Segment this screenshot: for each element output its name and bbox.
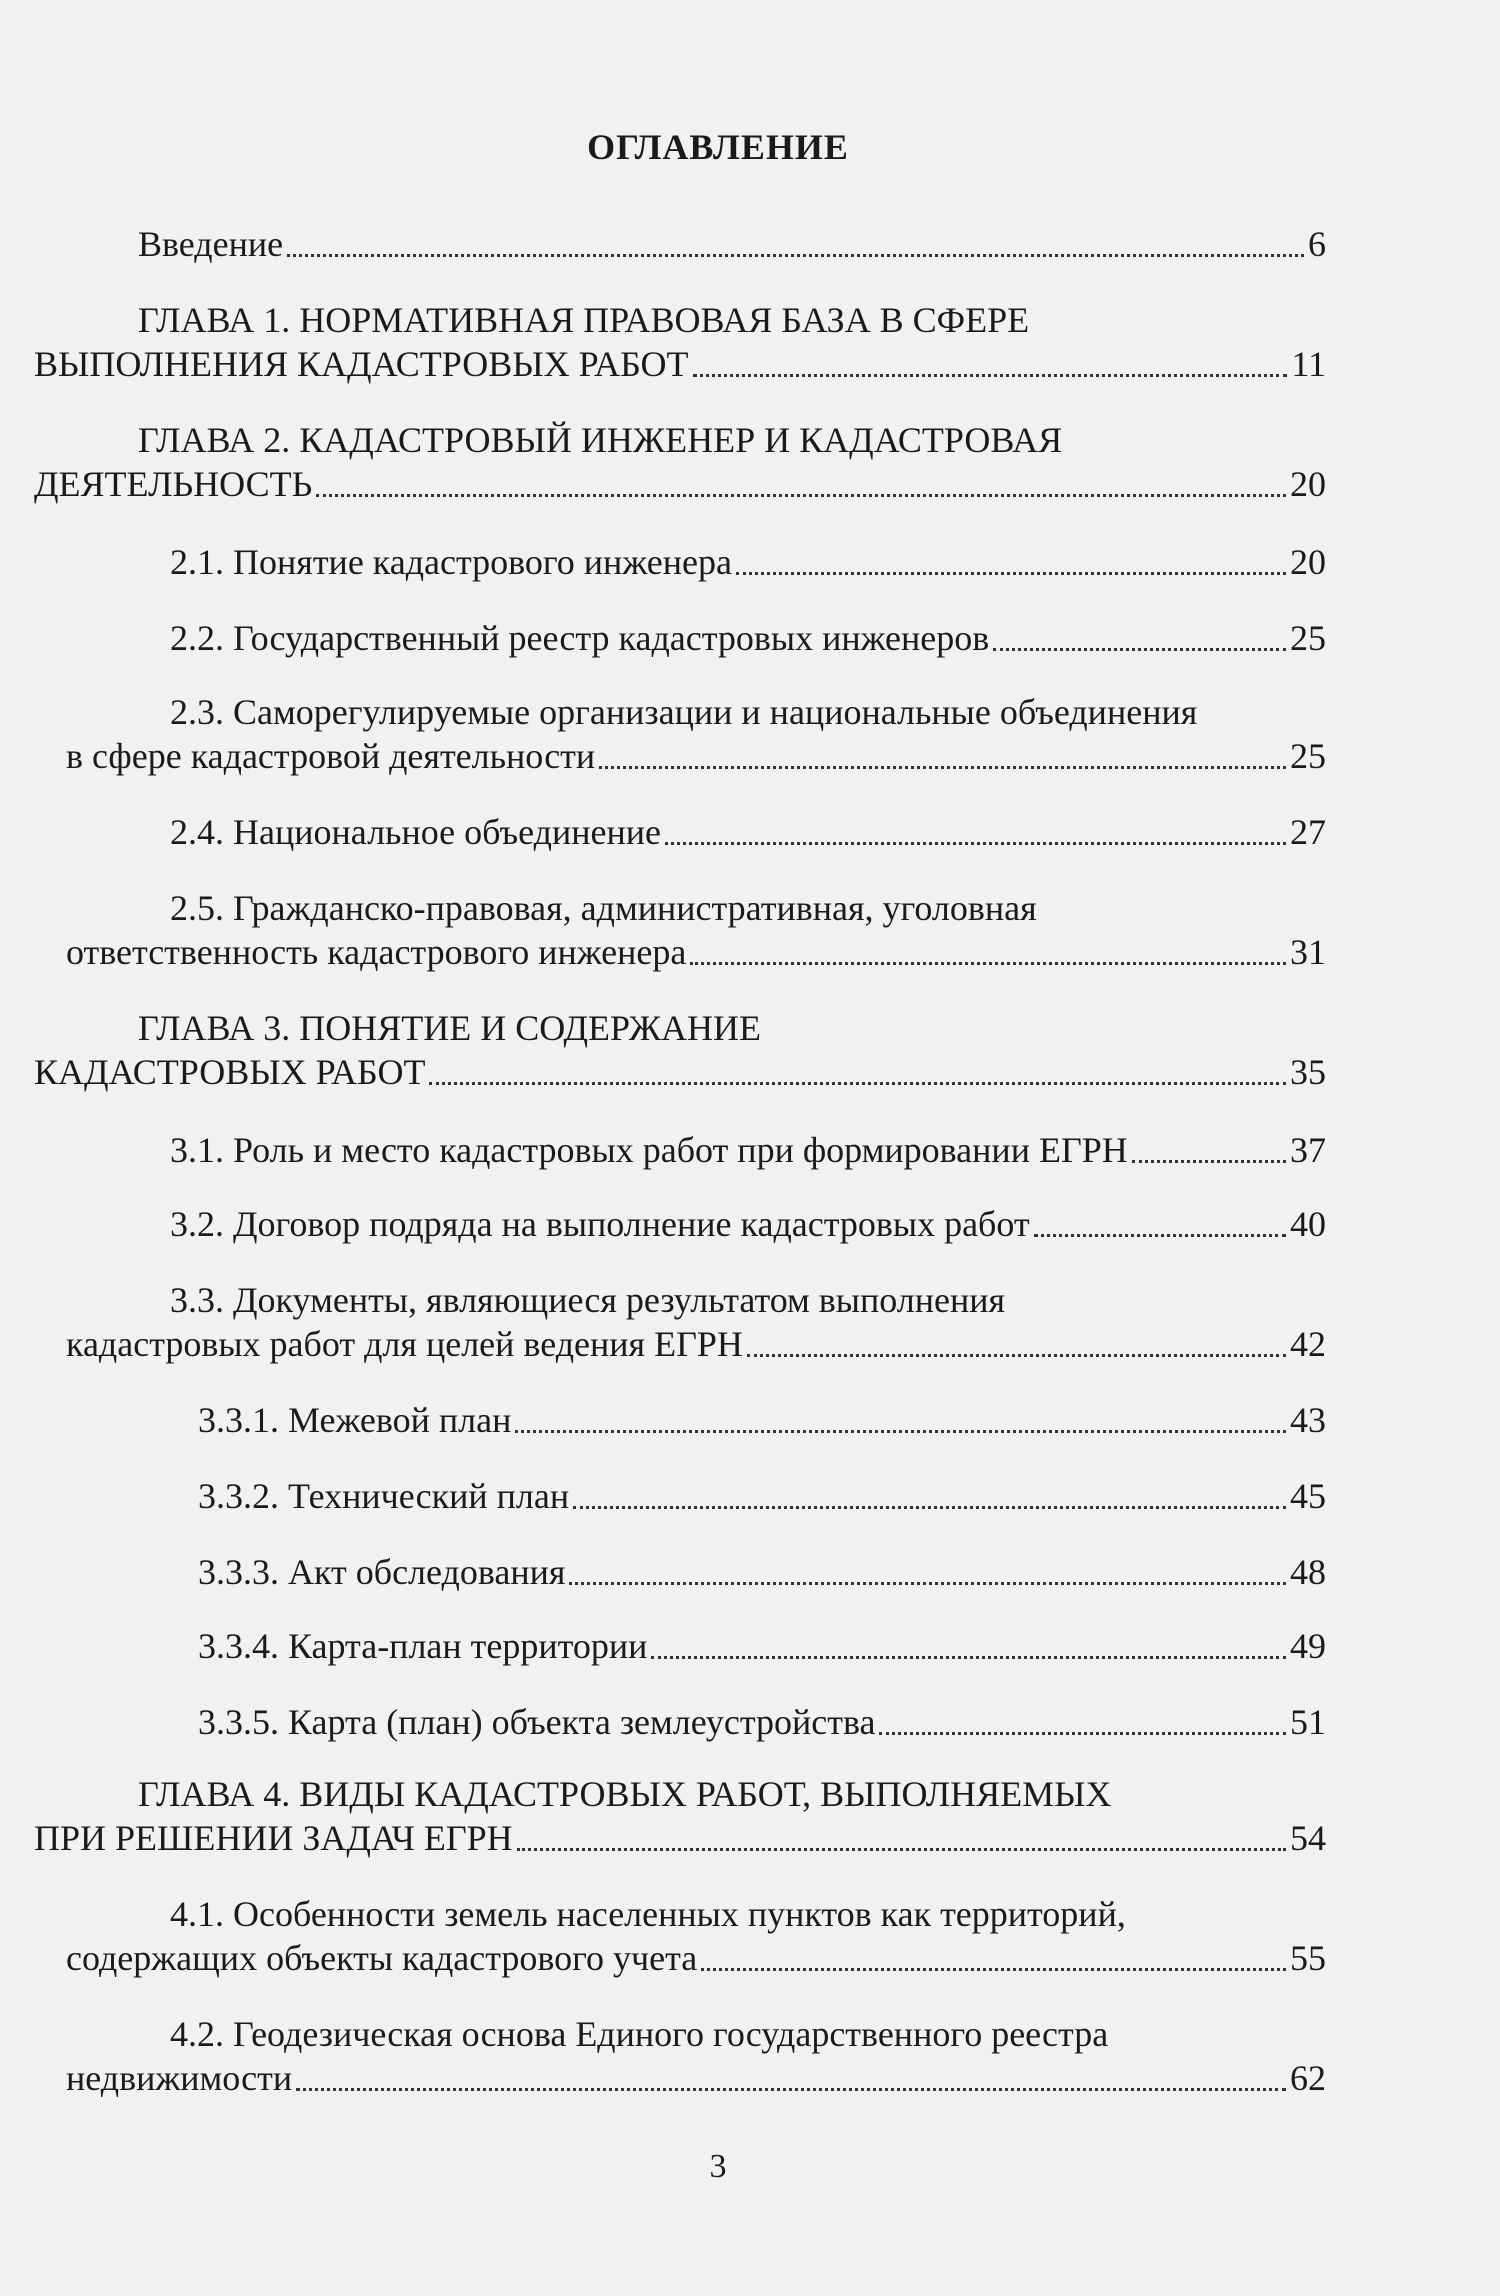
toc-entry-first-line: 4.1. Особенности земель населенных пунктов как территорий, [170, 1894, 1126, 1934]
toc-entry [34, 462, 1326, 506]
toc-entry-text: 3.3.4. Карта-план территории [198, 1626, 648, 1666]
toc-entry-page: 51 [1290, 1702, 1326, 1742]
toc-entry-page: 25 [1290, 618, 1326, 658]
toc-entry-page: 11 [1291, 344, 1326, 384]
leader-dots [879, 1732, 1286, 1735]
leader-dots [747, 1354, 1286, 1357]
toc-entry [66, 930, 1326, 974]
leader-dots [651, 1656, 1286, 1659]
toc-entry-page: 42 [1290, 1324, 1326, 1364]
toc-entry [66, 1322, 1326, 1366]
toc-entry-text: 3.1. Роль и место кадастровых работ при формировании ЕГРН [170, 1130, 1128, 1170]
leader-dots [429, 1082, 1286, 1085]
toc-entry-text: ПРИ РЕШЕНИИ ЗАДАЧ ЕГРН [34, 1818, 513, 1858]
toc-entry [66, 1936, 1326, 1980]
toc-entry-text: 3.3.1. Межевой план [198, 1400, 512, 1440]
toc-entry [170, 1202, 1326, 1246]
toc-entry-page: 37 [1290, 1130, 1326, 1170]
toc-entry [198, 1550, 1326, 1594]
toc-entry [66, 2056, 1326, 2100]
toc-entry-first-line: 2.3. Саморегулируемые организации и национальные объединения [170, 692, 1198, 732]
toc-entry-first-line: 3.3. Документы, являющиеся результатом выполнения [170, 1280, 1006, 1320]
toc-entry-text: 3.3.2. Технический план [198, 1476, 570, 1516]
leader-dots [993, 648, 1286, 651]
toc-entry-text: в сфере кадастровой деятельности [66, 736, 596, 776]
toc-entry-text: ответственность кадастрового инженера [66, 932, 687, 972]
toc-entry [34, 1050, 1326, 1094]
leader-dots [1132, 1160, 1286, 1163]
toc-entry-page: 31 [1290, 932, 1326, 972]
toc-entry-page: 40 [1290, 1204, 1326, 1244]
toc-entry-first-line: 2.5. Гражданско-правовая, административная, уголовная [170, 888, 1037, 928]
leader-dots [690, 962, 1286, 965]
toc-entry [198, 1700, 1326, 1744]
toc-entry-first-line: 4.2. Геодезическая основа Единого государственного реестра [170, 2014, 1109, 2054]
toc-entry-text: КАДАСТРОВЫХ РАБОТ [34, 1052, 426, 1092]
toc-entry-page: 20 [1290, 542, 1326, 582]
toc-entry-text: ДЕЯТЕЛЬНОСТЬ [34, 464, 313, 504]
leader-dots [296, 2088, 1286, 2091]
toc-entry-text: 3.3.3. Акт обследования [198, 1552, 566, 1592]
toc-entry [138, 222, 1326, 266]
toc-entry [34, 342, 1326, 386]
toc-entry [170, 540, 1326, 584]
toc-entry [170, 616, 1326, 660]
leader-dots [1034, 1234, 1286, 1237]
toc-entry-first-line: ГЛАВА 1. НОРМАТИВНАЯ ПРАВОВАЯ БАЗА В СФЕРЕ [138, 300, 1030, 340]
leader-dots [736, 572, 1286, 575]
toc-entry [34, 1816, 1326, 1860]
toc-entry [66, 734, 1326, 778]
leader-dots [693, 374, 1288, 377]
toc-entry-page: 27 [1290, 812, 1326, 852]
toc-entry-page: 20 [1290, 464, 1326, 504]
leader-dots [665, 842, 1286, 845]
toc-entry-text: 2.4. Национальное объединение [170, 812, 662, 852]
toc-entry-text: Введение [138, 224, 284, 264]
toc-title: ОГЛАВЛЕНИЕ [587, 127, 849, 167]
leader-dots [287, 254, 1304, 257]
toc-entry-page: 35 [1290, 1052, 1326, 1092]
toc-entry-text: кадастровых работ для целей ведения ЕГРН [66, 1324, 743, 1364]
toc-entry-page: 54 [1290, 1818, 1326, 1858]
toc-entry-first-line: ГЛАВА 2. КАДАСТРОВЫЙ ИНЖЕНЕР И КАДАСТРОВАЯ [138, 420, 1063, 460]
toc-entry-first-line: ГЛАВА 4. ВИДЫ КАДАСТРОВЫХ РАБОТ, ВЫПОЛНЯЕМЫХ [138, 1774, 1112, 1814]
toc-entry-first-line: ГЛАВА 3. ПОНЯТИЕ И СОДЕРЖАНИЕ [138, 1008, 762, 1048]
toc-entry-page: 49 [1290, 1626, 1326, 1666]
toc-entry-text: 3.2. Договор подряда на выполнение кадастровых работ [170, 1204, 1030, 1244]
leader-dots [569, 1582, 1286, 1585]
toc-entry [198, 1398, 1326, 1442]
toc-entry-page: 25 [1290, 736, 1326, 776]
leader-dots [701, 1968, 1286, 1971]
page-number: 3 [709, 2148, 727, 2185]
toc-entry [170, 1128, 1326, 1172]
toc-entry-page: 6 [1308, 224, 1326, 264]
toc-entry-text: 2.1. Понятие кадастрового инженера [170, 542, 732, 582]
leader-dots [517, 1848, 1286, 1851]
toc-entry-page: 48 [1290, 1552, 1326, 1592]
toc-entry-text: ВЫПОЛНЕНИЯ КАДАСТРОВЫХ РАБОТ [34, 344, 689, 384]
toc-entry-page: 55 [1290, 1938, 1326, 1978]
toc-entry [198, 1624, 1326, 1668]
toc-entry-page: 45 [1290, 1476, 1326, 1516]
toc-entry-page: 62 [1290, 2058, 1326, 2098]
leader-dots [515, 1430, 1286, 1433]
leader-dots [316, 494, 1286, 497]
toc-entry [198, 1474, 1326, 1518]
toc-entry [170, 810, 1326, 854]
toc-entry-text: 3.3.5. Карта (план) объекта землеустройства [198, 1702, 876, 1742]
toc-entry-text: содержащих объекты кадастрового учета [66, 1938, 698, 1978]
leader-dots [573, 1506, 1286, 1509]
leader-dots [599, 766, 1286, 769]
toc-entry-text: 2.2. Государственный реестр кадастровых инженеров [170, 618, 990, 658]
toc-entry-text: недвижимости [66, 2058, 293, 2098]
toc-entry-page: 43 [1290, 1400, 1326, 1440]
